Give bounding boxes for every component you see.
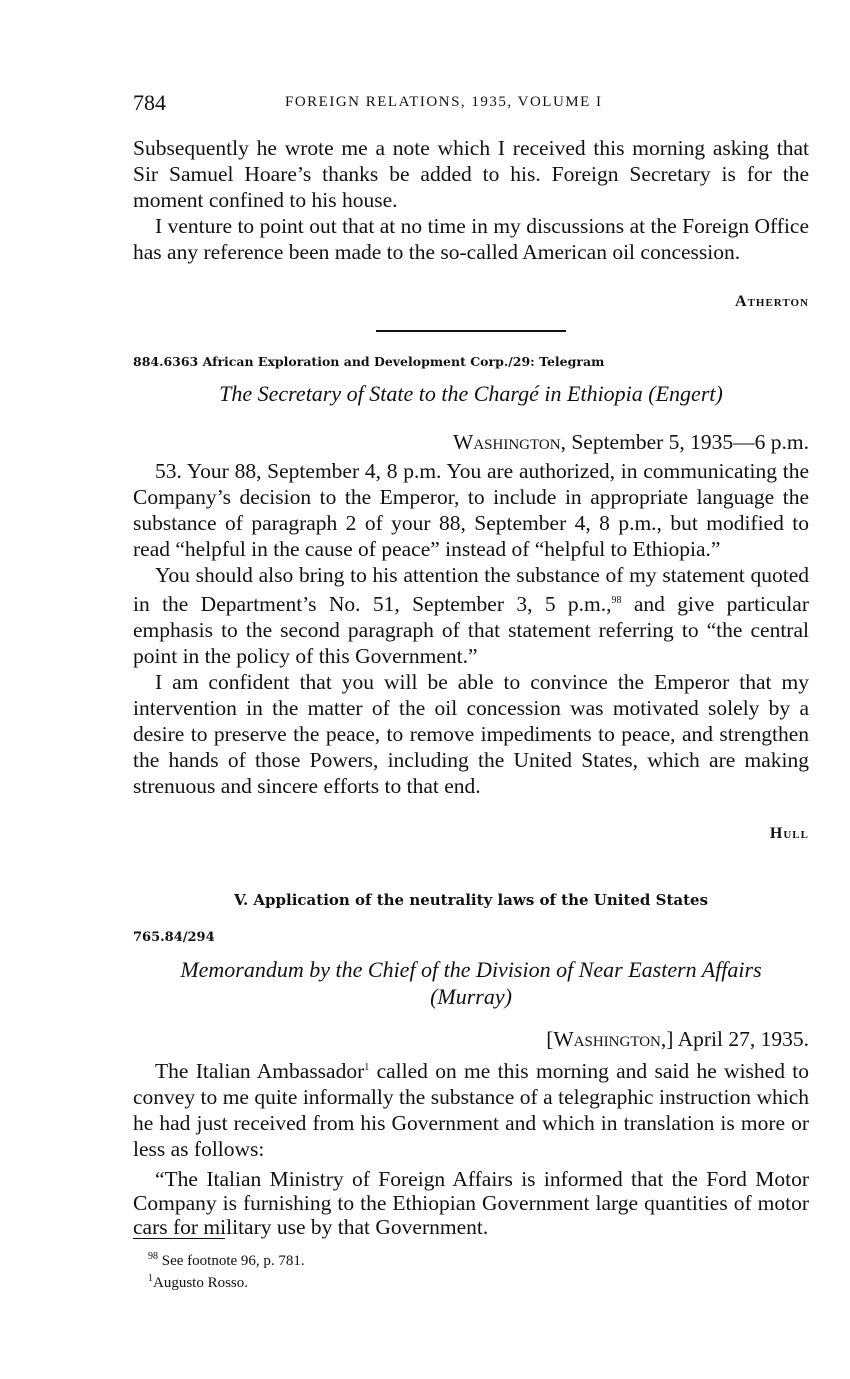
doc3-title-line-2: (Murray) xyxy=(430,984,512,1009)
doc2-file-reference: 884.6363 African Exploration and Development Corp./29: Telegram xyxy=(133,354,605,369)
doc1-paragraph-2: I venture to point out that at no time in my discussions at the Foreign Office has any reference been made to the so-called American oil concession. xyxy=(133,214,809,264)
footnote-1-text: Augusto Rosso. xyxy=(153,1275,249,1291)
doc3-dateline-date: ] April 27, 1935. xyxy=(666,1027,809,1051)
doc1-body xyxy=(133,135,809,265)
footnote-1-mark: 1 xyxy=(148,1273,153,1284)
section-heading: V. Application of the neutrality laws of the United States xyxy=(233,891,709,909)
doc3-paragraph-1 xyxy=(133,1055,809,1162)
page-header xyxy=(133,90,809,120)
footnote-ref-98: 98 xyxy=(611,595,622,606)
doc2-dateline xyxy=(133,430,809,455)
doc3-title xyxy=(133,956,809,1010)
footnote-rule xyxy=(133,1238,225,1239)
doc3-paragraph-1-text-b: called on me this morning and said he wished to convey to me quite informally the substance of a telegraphic instruction which he had just received from his Government and which in translation is more or less as follows: xyxy=(133,1059,809,1162)
doc2-paragraph-2-text-b: and give particular emphasis to the second paragraph of that statement referring to “the central point in the policy of this Government.” xyxy=(133,592,809,669)
footnote-1 xyxy=(148,1270,748,1292)
doc2-paragraph-1: 53. Your 88, September 4, 8 p.m. You are authorized, in communicating the Company’s decision to the Emperor, to include in appropriate language the substance of paragraph 2 of your 88, September 4, 8 p.m., but modified to read “helpful in the cause of peace” instead of “helpful to Ethiopia.” xyxy=(133,459,809,561)
doc2-paragraph-3: I am confident that you will be able to convince the Emperor that my intervention in the matter of the oil concession was motivated solely by a desire to preserve the peace, to remove impediments to peace, and strengthen the hands of those Powers, including the United States, which are making strenuous and sincere efforts to that end. xyxy=(133,670,809,799)
doc3-quote-paragraph: “The Italian Ministry of Foreign Affairs is informed that the Ford Motor Company is furnishing to the Ethiopian Government large quantities of motor cars for military use by that Government. xyxy=(133,1167,809,1239)
page-number: 784 xyxy=(133,90,166,115)
doc2-body xyxy=(133,458,809,799)
doc2-title: The Secretary of State to the Chargé in Ethiopia (Engert) xyxy=(219,381,723,406)
doc3-dateline xyxy=(133,1027,809,1052)
doc3-dateline-bracket: [ xyxy=(546,1027,554,1051)
running-head: FOREIGN RELATIONS, 1935, VOLUME I xyxy=(285,94,603,110)
doc1-paragraph-1: Subsequently he wrote me a note which I received this morning asking that Sir Samuel Hoare’s thanks be added to his. Foreign Secretary is for the moment confined to his house. xyxy=(133,136,809,212)
footnote-ref-1: 1 xyxy=(364,1062,370,1073)
doc3-file-reference: 765.84/294 xyxy=(133,930,215,945)
doc2-dateline-place: Washington, xyxy=(453,430,566,454)
doc1-signature: Atherton xyxy=(735,293,809,310)
footnote-98-text: See footnote 96, p. 781. xyxy=(158,1253,305,1269)
doc2-signature: Hull xyxy=(769,825,809,842)
footnote-98 xyxy=(148,1248,748,1270)
doc3-paragraph-1-text-a: The Italian Ambassador xyxy=(155,1059,365,1084)
footnote-98-mark: 98 xyxy=(148,1251,158,1262)
doc3-title-line-1: Memorandum by the Chief of the Division of Near Eastern Affairs xyxy=(180,957,762,982)
doc2-dateline-date: September 5, 1935—6 p.m. xyxy=(565,430,809,454)
doc2-paragraph-2-text-a: You should also bring to his attention the substance of my statement quoted in the Department’s No. 51, September 3, 5 p.m., xyxy=(133,563,809,617)
doc3-quote xyxy=(133,1167,809,1239)
section-divider xyxy=(376,330,566,332)
footnotes xyxy=(148,1248,748,1292)
doc3-body xyxy=(133,1055,809,1162)
doc2-paragraph-2 xyxy=(133,562,809,669)
doc3-dateline-place: Washington, xyxy=(553,1027,667,1051)
